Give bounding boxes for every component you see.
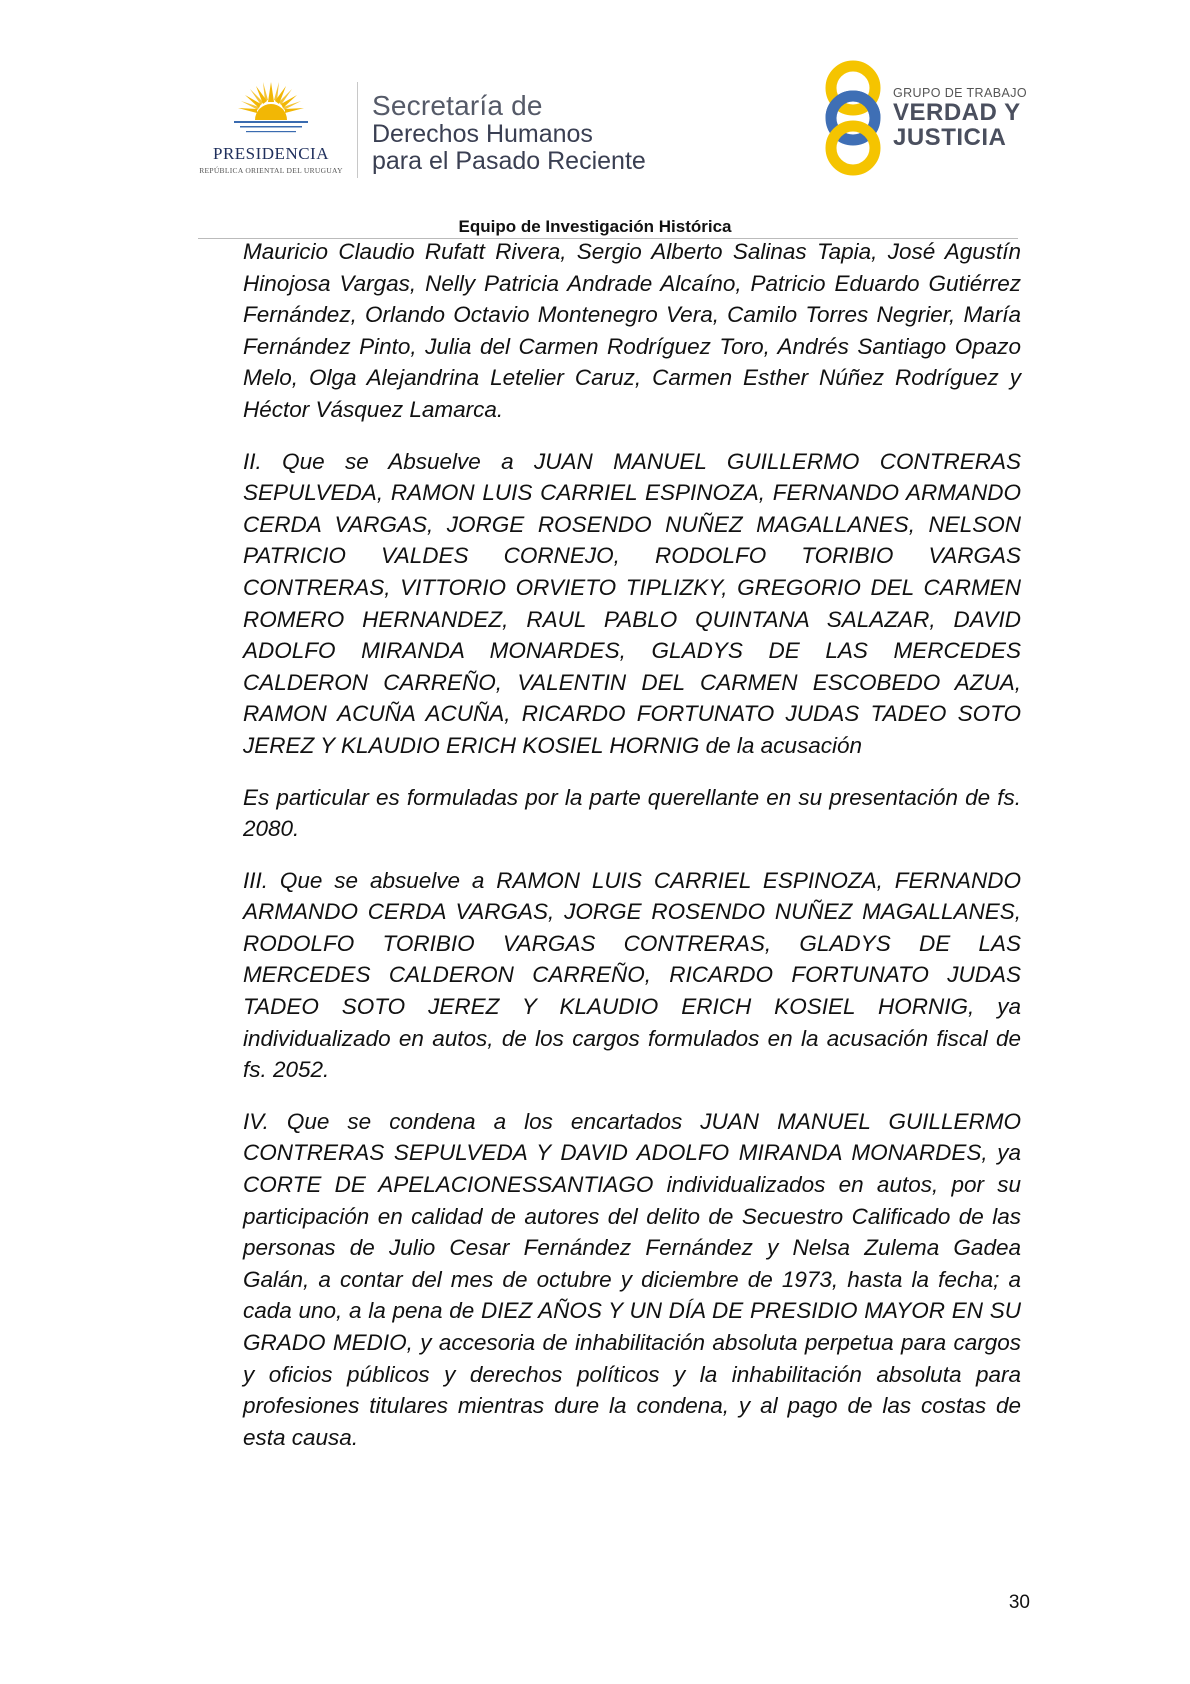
- presidencia-logo: [196, 80, 346, 180]
- paragraph-querellante: Es particular es formuladas por la parte querellante en su presentación de fs. 2080.: [243, 784, 1021, 842]
- header-divider: [357, 82, 358, 178]
- interlocked-rings-icon: [815, 56, 891, 181]
- secretaria-line-1: Secretaría de: [372, 90, 543, 121]
- section-title: Equipo de Investigación Histórica: [458, 217, 732, 236]
- document-body: [243, 236, 1021, 1473]
- presidencia-subtitle: REPÚBLICA ORIENTAL DEL URUGUAY: [199, 166, 343, 175]
- paragraph-names-list: Mauricio Claudio Rufatt Rivera, Sergio Alberto Salinas Tapia, José Agustín Hinojosa Vargas, Nelly Patricia Andrade Alcaíno, Patricio Eduardo Gutiérrez Fernández, Orlando Octavio Montenegro Vera, Camilo Torres Negrier, María Fernández Pinto, Julia del Carmen Rodríguez Toro, Andrés Santiago Opazo Melo, Olga Alejandrina Letelier Caruz, Carmen Esther Núñez Rodríguez y Héctor Vásquez Lamarca.: [243, 239, 1021, 422]
- grupo-line-2: VERDAD Y: [893, 99, 1021, 126]
- paragraph-absolution-ii: II. Que se Absuelve a JUAN MANUEL GUILLERMO CONTRERAS SEPULVEDA, RAMON LUIS CARRIEL ESPINOZA, FERNANDO ARMANDO CERDA VARGAS, JORGE ROSENDO NUÑEZ MAGALLANES, NELSON PATRICIO VALDES CORNEJO, RODOLFO TORIBIO VARGAS CONTRERAS, VITTORIO ORVIETO TIPLIZKY, GREGORIO DEL CARMEN ROMERO HERNANDEZ, RAUL PABLO QUINTANA SALAZAR, DAVID ADOLFO MIRANDA MONARDES, GLADYS DE LAS MERCEDES CALDERON CARREÑO, VALENTIN DEL CARMEN ESCOBEDO AZUA, RAMON ACUÑA ACUÑA, RICARDO FORTUNATO JUDAS TADEO SOTO JEREZ Y KLAUDIO ERICH KOSIEL HORNIG de la acusación: [243, 448, 1021, 758]
- secretaria-title: [372, 90, 646, 175]
- paragraph-condena-iv: IV. Que se condena a los encartados JUAN MANUEL GUILLERMO CONTRERAS SEPULVEDA Y DAVID ADOLFO MIRANDA MONARDES, ya CORTE DE APELACIONESSANTIAGO individualizados en autos, por su participación en calidad de autores del delito de Secuestro Calificado de las personas de Julio Cesar Fernández Fernández y Nelsa Zulema Gadea Galán, a contar del mes de octubre y diciembre de 1973, hasta la fecha; a cada uno, a la pena de DIEZ AÑOS Y UN DÍA DE PRESIDIO MAYOR EN SU GRADO MEDIO, y accesoria de inhabilitación absoluta perpetua para cargos y oficios públicos y derechos políticos y la inhabilitación absoluta para profesiones titulares mientras dure la condena, y al pago de las costas de esta causa.: [243, 1108, 1021, 1450]
- secretaria-line-2: Derechos Humanos: [372, 120, 593, 148]
- secretaria-line-3: para el Pasado Reciente: [372, 147, 646, 175]
- sun-of-may-icon: [234, 80, 308, 142]
- presidencia-name: PRESIDENCIA: [212, 144, 329, 163]
- grupo-text: [893, 86, 1027, 150]
- grupo-line-3: JUSTICIA: [893, 124, 1007, 151]
- page-number: 30: [1008, 1592, 1030, 1613]
- grupo-verdad-justicia-logo: [815, 56, 1035, 181]
- page-header: [0, 0, 1190, 240]
- grupo-line-1: GRUPO DE TRABAJO: [893, 86, 1027, 100]
- paragraph-absolution-iii: III. Que se absuelve a RAMON LUIS CARRIEL ESPINOZA, FERNANDO ARMANDO CERDA VARGAS, JORGE ROSENDO NUÑEZ MAGALLANES, RODOLFO TORIBIO VARGAS CONTRERAS, GLADYS DE LAS MERCEDES CALDERON CARREÑO, RICARDO FORTUNATO JUDAS TADEO SOTO JEREZ Y KLAUDIO ERICH KOSIEL HORNIG, ya individualizado en autos, de los cargos formulados en la acusación fiscal de fs. 2052.: [243, 867, 1021, 1083]
